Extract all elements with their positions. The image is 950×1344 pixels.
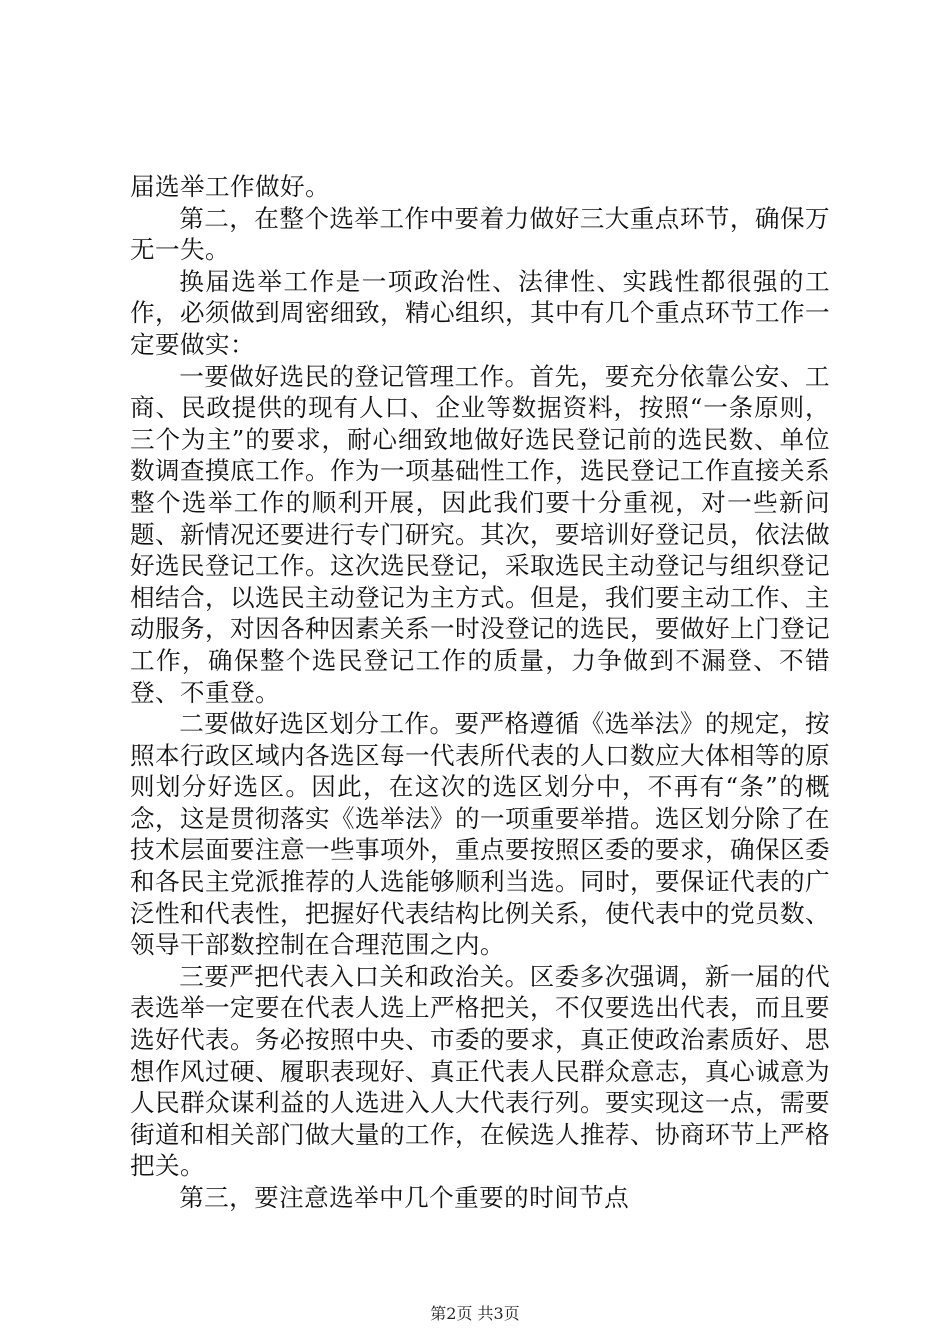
paragraph-7: 第三，要注意选举中几个重要的时间节点 <box>179 1183 630 1212</box>
paragraph-2: 第二，在整个选举工作中要着力做好三大重点环节，确保万无一失。 <box>130 203 830 265</box>
document-body <box>130 171 830 1214</box>
page-footer <box>0 1304 950 1324</box>
paragraph-5: 二要做好选区划分工作。要严格遵循《选举法》的规定，按照本行政区域内各选区每一代表所代表的人口数应大体相等的原则划分好选区。因此，在这次的选区划分中，不再有“条”的概念，这是贯彻落实《选举法》的一项重要举措。选区划分除了在技术层面要注意一些事项外，重点要按照区委的要求，确保区委和各民主党派推荐的人选能够顺利当选。同时，要保证代表的广泛性和代表性，把握好代表结构比例关系，使代表中的党员数、领导干部数控制在合理范围之内。 <box>130 709 830 960</box>
paragraph-4: 一要做好选民的登记管理工作。首先，要充分依靠公安、工商、民政提供的现有人口、企业等数据资料，按照“一条原则，三个为主”的要求，耐心细致地做好选民登记前的选民数、单位数调查摸底工作。作为一项基础性工作，选民登记工作直接关系整个选举工作的顺利开展，因此我们要十分重视，对一些新问题、新情况还要进行专门研究。其次，要培训好登记员，依法做好选民登记工作。这次选民登记，采取选民主动登记与组织登记相结合，以选民主动登记为主方式。但是，我们要主动工作、主动服务，对因各种因素关系一时没登记的选民，要做好上门登记工作，确保整个选民登记工作的质量，力争做到不漏登、不错登、不重登。 <box>130 361 830 707</box>
page-number: 第2页 共3页 <box>430 1304 520 1323</box>
paragraph-6: 三要严把代表入口关和政治关。区委多次强调，新一届的代表选举一定要在代表人选上严格把关，不仅要选出代表，而且要选好代表。务必按照中央、市委的要求，真正使政治素质好、思想作风过硬、履职表现好、真正代表人民群众意志，真心诚意为人民群众谋利益的人选进入人大代表行列。要实现这一点，需要街道和相关部门做大量的工作，在候选人推荐、协商环节上严格把关。 <box>130 961 830 1181</box>
paragraph-1: 届选举工作做好。 <box>130 172 330 201</box>
paragraph-3: 换届选举工作是一项政治性、法律性、实践性都很强的工作，必须做到周密细致，精心组织，其中有几个重点环节工作一定要做实： <box>130 266 830 359</box>
